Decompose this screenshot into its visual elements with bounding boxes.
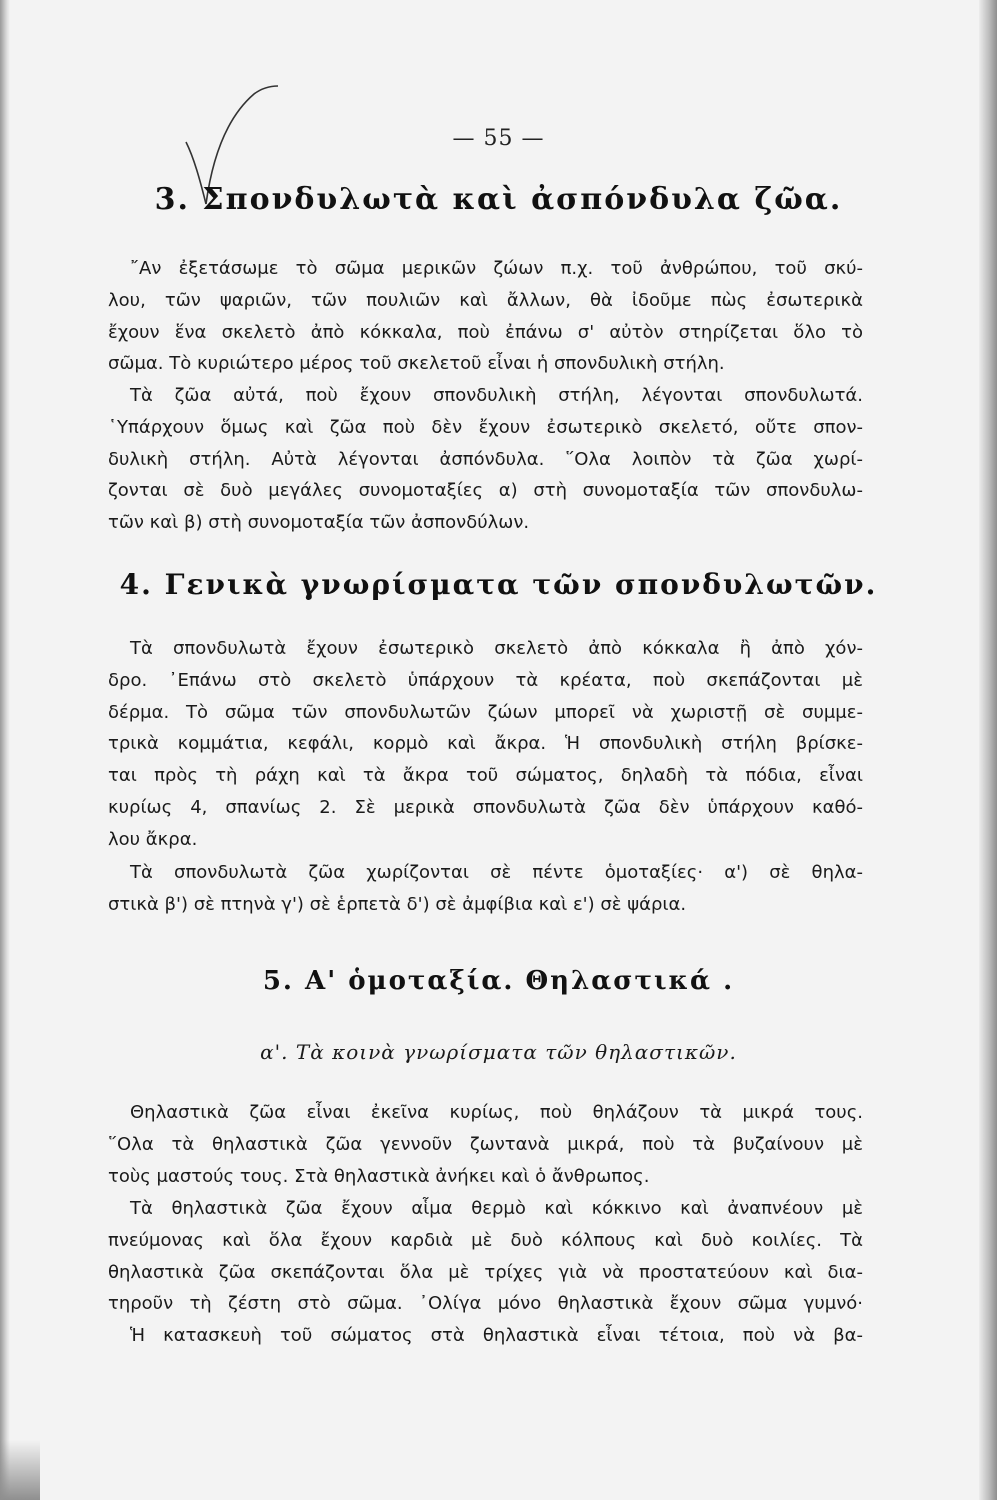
- text-line: Τὰ σπονδυλωτὰ ἔχουν ἐσωτερικὸ σκελετὸ ἀπὸ κόκκαλα ἢ ἀπὸ χόν-: [130, 638, 863, 659]
- text-line: ται πρὸς τὴ ράχη καὶ τὰ ἄκρα τοῦ σώματος, δηλαδὴ τὰ πόδια, εἶναι: [108, 765, 863, 787]
- text-line: ἔχουν ἕνα σκελετὸ ἀπὸ κόκκαλα, ποὺ ἐπάνω σ' αὐτὸν στηρίζεται ὅλο τὸ: [108, 321, 863, 343]
- section-5-paragraph-1: [108, 1097, 863, 1192]
- section-4-paragraph-2: [108, 857, 863, 921]
- section-3-paragraph-1: [108, 253, 863, 380]
- text-line: δρο. ᾿Επάνω στὸ σκελετὸ ὑπάρχουν τὰ κρέατα, ποὺ σκεπάζονται μὲ: [108, 669, 863, 691]
- section-5-heading: 5. Α' ὁμοταξία. Θηλαστικά .: [262, 966, 735, 996]
- text-line: θηλαστικὰ ζῶα σκεπάζονται ὅλα μὲ τρίχες γιὰ νὰ προστατεύουν καὶ δια-: [108, 1261, 863, 1283]
- text-line: στικὰ β') σὲ πτηνὰ γ') σὲ ἑρπετὰ δ') σὲ ἀμφίβια καὶ ε') σὲ ψάρια.: [108, 893, 687, 915]
- text-line: ῎Αν ἐξετάσωμε τὸ σῶμα μερικῶν ζώων π.χ. τοῦ ἀνθρώπου, τοῦ σκύ-: [130, 258, 863, 279]
- text-line: δέρμα. Τὸ σῶμα τῶν σπονδυλωτῶν ζώων μπορεῖ νὰ χωριστῇ σὲ συμμε-: [108, 701, 863, 723]
- text-line: ζονται σὲ δυὸ μεγάλες συνομοταξίες α) στὴ συνομοταξία τῶν σπονδυλω-: [108, 480, 863, 502]
- text-line: ῞Ολα τὰ θηλαστικὰ ζῶα γεννοῦν ζωντανὰ μικρά, ποὺ τὰ βυζαίνουν μὲ: [108, 1133, 863, 1155]
- text-line: Τὰ σπονδυλωτὰ ζῶα χωρίζονται σὲ πέντε ὁμοταξίες· α') σὲ θηλα-: [130, 862, 863, 883]
- section-5-subheading: α'. Τὰ κοινὰ γνωρίσματα τῶν θηλαστικῶν.: [260, 1040, 737, 1064]
- text-line: δυλικὴ στήλη. Αὐτὰ λέγονται ἀσπόνδυλα. ῞Ολα λοιπὸν τὰ ζῶα χωρί-: [108, 448, 863, 470]
- text-line: τηροῦν τὴ ζέστη στὸ σῶμα. ᾿Ολίγα μόνο θηλαστικὰ ἔχουν σῶμα γυμνό·: [108, 1293, 863, 1315]
- page-number: — 55 —: [452, 126, 545, 151]
- page-right-edge-shadow: [979, 0, 997, 1500]
- text-line: λου, τῶν ψαριῶν, τῶν πουλιῶν καὶ ἄλλων, θὰ ἰδοῦμε πὼς ἐσωτερικὰ: [108, 289, 863, 311]
- text-line: λου ἄκρα.: [108, 828, 198, 850]
- page-corner-shadow: [0, 1440, 40, 1500]
- section-5-paragraph-2: [108, 1193, 863, 1352]
- page-left-edge-shadow: [0, 0, 10, 1500]
- text-line: σῶμα. Τὸ κυριώτερο μέρος τοῦ σκελετοῦ εἶναι ἡ σπονδυλικὴ στήλη.: [108, 353, 725, 375]
- section-4-heading: 4. Γενικὰ γνωρίσματα τῶν σπονδυλωτῶν.: [119, 568, 878, 601]
- text-line: Θηλαστικὰ ζῶα εἶναι ἐκεῖνα κυρίως, ποὺ θηλάζουν τὰ μικρά τους.: [130, 1102, 863, 1123]
- text-line: πνεύμονας καὶ ὅλα ἔχουν καρδιὰ μὲ δυὸ κόλπους καὶ δυὸ κοιλίες. Τὰ: [108, 1229, 863, 1251]
- text-line: τῶν καὶ β) στὴ συνομοταξία τῶν ἀσπονδύλων.: [108, 512, 530, 534]
- text-line: Τὰ θηλαστικὰ ζῶα ἔχουν αἷμα θερμὸ καὶ κόκκινο καὶ ἀναπνέουν μὲ: [130, 1198, 863, 1219]
- text-line: τοὺς μαστούς τους. Στὰ θηλαστικὰ ἀνήκει καὶ ὁ ἄνθρωπος.: [108, 1165, 650, 1187]
- section-4-paragraph-1: [108, 633, 863, 856]
- text-line: κυρίως 4, σπανίως 2. Σὲ μερικὰ σπονδυλωτὰ ζῶα δὲν ὑπάρχουν καθό-: [108, 796, 863, 818]
- text-line: ῾Υπάρχουν ὅμως καὶ ζῶα ποὺ δὲν ἔχουν ἐσωτερικὸ σκελετό, οὔτε σπον-: [108, 416, 863, 438]
- section-3-paragraph-2: [108, 380, 863, 539]
- text-line: τρικὰ κομμάτια, κεφάλι, κορμὸ καὶ ἄκρα. Ἡ σπονδυλικὴ στήλη βρίσκε-: [108, 733, 863, 755]
- text-line: Τὰ ζῶα αὐτά, ποὺ ἔχουν σπονδυλικὴ στήλη, λέγονται σπονδυλωτά.: [130, 385, 863, 406]
- section-3-heading: 3. Σπονδυλωτὰ καὶ ἀσπόνδυλα ζῶα.: [154, 182, 843, 217]
- text-line: Ἡ κατασκευὴ τοῦ σώματος στὰ θηλαστικὰ εἶναι τέτοια, ποὺ νὰ βα-: [130, 1325, 863, 1347]
